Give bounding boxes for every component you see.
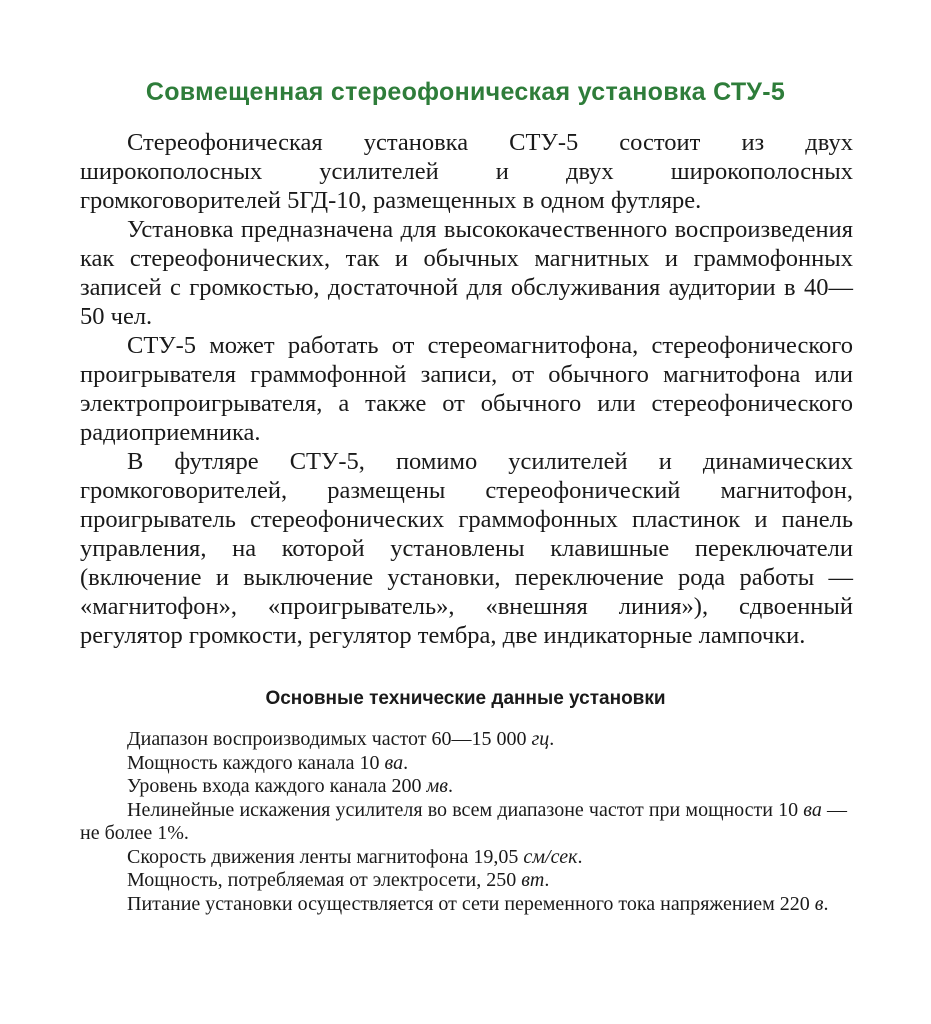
spec-item <box>80 869 847 893</box>
body-text <box>80 128 853 650</box>
spec-text: Уровень входа каждого канала 200 <box>127 775 427 797</box>
paragraph: СТУ-5 может работать от стереомагнитофона, стереофонического проигрывателя граммофонной записи, от обычного магнитофона или электропроигрывателя, а также от обычного или стереофонического радиоприемника. <box>80 332 853 446</box>
spec-item <box>80 728 847 752</box>
spec-item <box>80 775 847 799</box>
spec-end: . <box>823 892 829 915</box>
spec-unit: гц <box>531 728 550 750</box>
spec-end: — не более 1%. <box>80 798 847 844</box>
spec-text: Диапазон воспроизводимых частот 60—15 000 <box>127 728 532 750</box>
paragraph: Установка предназначена для высококачественного воспроизведения как стереофонических, так и обычных магнитных и граммофонных записей с громкостью, достаточной для обслуживания аудитории в 40—50 чел. <box>80 216 853 330</box>
spec-text: Питание установки осуществляется от сети переменного тока напряжением 220 <box>127 892 815 915</box>
spec-item <box>80 799 847 846</box>
spec-item <box>80 893 847 917</box>
spec-text: Скорость движения ленты магнитофона 19,05 <box>127 845 524 868</box>
page-title: Совмещенная стереофоническая установка СТУ-5 <box>145 78 786 106</box>
spec-unit: ва <box>803 798 822 821</box>
spec-text: Мощность каждого канала 10 <box>127 751 385 774</box>
spec-text: Мощность, потребляемая от электросети, 250 <box>127 869 522 891</box>
spec-item <box>80 752 847 776</box>
spec-end: . <box>577 845 583 868</box>
paragraph: Стереофоническая установка СТУ-5 состоит из двух широкополосных усилителей и двух широкополосных громкоговорителей 5ГД-10, размещенных в одном футляре. <box>80 129 853 214</box>
spec-end: . <box>549 728 555 750</box>
spec-end: . <box>544 869 550 891</box>
spec-unit: см/сек <box>523 845 578 868</box>
spec-item <box>80 846 847 870</box>
spec-text: Нелинейные искажения усилителя во всем диапазоне частот при мощности 10 <box>127 798 804 821</box>
spec-unit: вт <box>521 869 545 891</box>
spec-unit: мв <box>426 775 448 797</box>
spec-unit: ва <box>384 751 404 774</box>
paragraph: В футляре СТУ-5, помимо усилителей и динамических громкоговорителей, размещены стереофонический магнитофон, проигрыватель стереофонических граммофонных пластинок и панель управления, на которой установлены клавишные переключатели (включение и выключение установки, переключение рода работы — «магнитофон», «проигрыватель», «внешняя линия»), сдвоенный регулятор громкости, регулятор тембра, две индикаторные лампочки. <box>80 448 853 649</box>
spec-end: . <box>447 775 453 797</box>
specs-list <box>80 728 847 916</box>
specs-heading: Основные технические данные установки <box>265 688 666 709</box>
spec-unit: в <box>814 892 824 915</box>
spec-end: . <box>403 751 409 774</box>
